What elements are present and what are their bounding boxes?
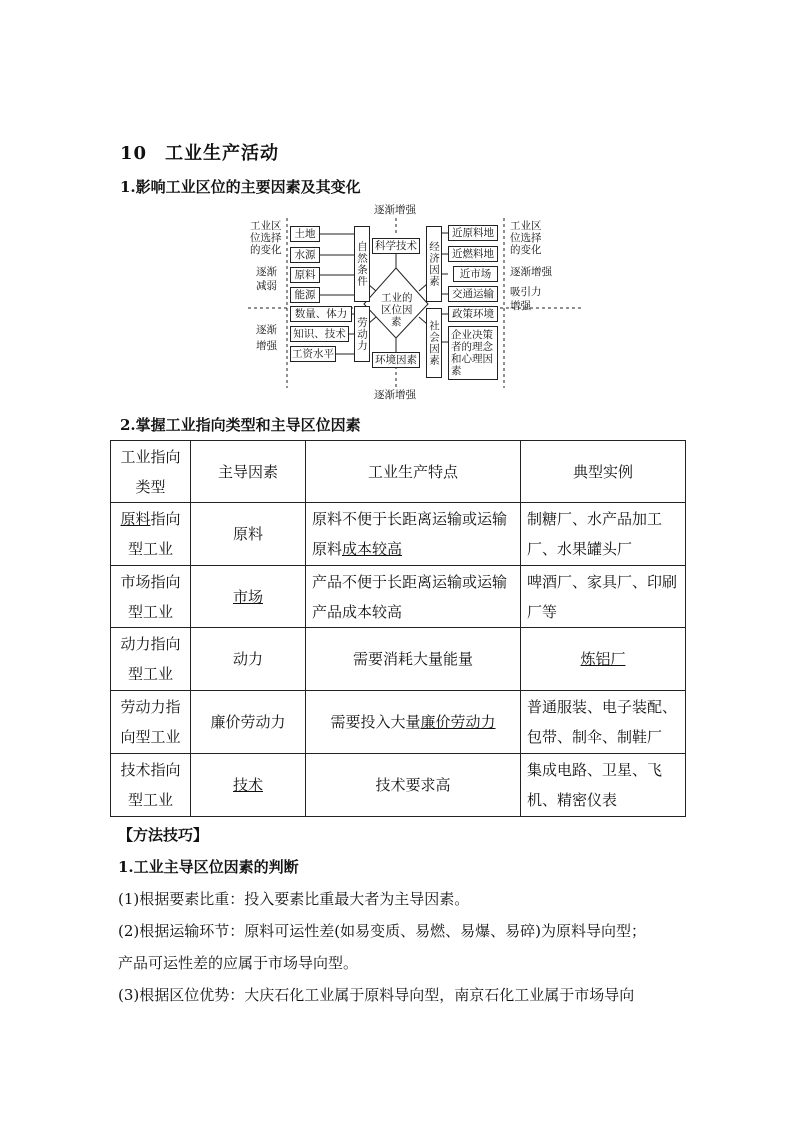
natural-item-land: 土地: [290, 226, 320, 242]
row-type: 原料指向型工业: [111, 503, 191, 566]
economic-item-raw: 近原料地: [448, 225, 498, 241]
header-feature: 工业生产特点: [306, 441, 521, 503]
center-line-1: 工业的: [381, 292, 413, 304]
table-row: [111, 628, 686, 691]
economic-item-transport: 交通运输: [448, 286, 498, 302]
right-attract-1: 吸引力: [510, 286, 542, 298]
economic-item-fuel: 近燃料地: [448, 246, 498, 262]
header-example: 典型实例: [521, 441, 686, 503]
right-note-1: 工业区: [510, 220, 542, 232]
right-note-2: 位选择: [510, 232, 542, 244]
economic-label: 经济因素: [426, 226, 442, 302]
natural-item-material: 原料: [290, 267, 320, 283]
row-factor: 廉价劳动力: [191, 691, 306, 754]
row-type: 劳动力指向型工业: [111, 691, 191, 754]
left-weaken-2: 减弱: [256, 280, 277, 292]
labor-item-knowledge: 知识、技术: [290, 326, 349, 342]
center-line-2: 区位因: [381, 304, 413, 316]
table-row: [111, 503, 686, 566]
left-note-1: 工业区: [250, 220, 282, 232]
method-paragraph-2b: 产品可运性差的应属于市场导向型。: [118, 954, 359, 972]
row-example: 制糖厂、水产品加工厂、水果罐头厂: [521, 503, 686, 566]
right-strengthen: 逐渐增强: [510, 266, 552, 278]
method-heading: 【方法技巧】: [118, 826, 209, 844]
row-example: 普通服装、电子装配、包带、制伞、制鞋厂: [521, 691, 686, 754]
diagram-top-label: 逐渐增强: [374, 204, 416, 216]
header-type: 工业指向类型: [111, 441, 191, 503]
center-line-3: 素: [391, 316, 402, 328]
row-feature: 技术要求高: [306, 754, 521, 817]
social-item-policy: 政策环境: [448, 306, 498, 322]
section-title: 工业生产活动: [165, 143, 280, 164]
row-factor: 动力: [191, 628, 306, 691]
diagram-bottom-label: 逐渐增强: [374, 389, 416, 401]
left-note-3: 的变化: [250, 244, 282, 256]
labor-item-quantity: 数量、体力: [290, 306, 352, 322]
natural-item-water: 水源: [290, 247, 320, 263]
table-row: [111, 691, 686, 754]
left-note-2: 位选择: [250, 232, 282, 244]
left-strengthen-2: 增强: [256, 340, 277, 352]
table-row: [111, 566, 686, 628]
industry-orientation-table: [110, 440, 686, 817]
right-note-3: 的变化: [510, 244, 542, 256]
row-factor: 市场: [191, 566, 306, 628]
method-paragraph-1: (1)根据要素比重：投入要素比重最大者为主导因素。: [118, 890, 470, 908]
natural-item-energy: 能源: [290, 287, 320, 303]
row-example: 啤酒厂、家具厂、印刷厂等: [521, 566, 686, 628]
row-factor: 原料: [191, 503, 306, 566]
method-paragraph-3: (3)根据区位优势：大庆石化工业属于原料导向型，南京石化工业属于市场导向: [118, 986, 635, 1004]
left-strengthen-1: 逐渐: [256, 324, 277, 336]
natural-conditions-label: 自然条件: [354, 226, 370, 302]
environment-box: 环境因素: [372, 352, 420, 368]
row-feature: 需要投入大量廉价劳动力: [306, 691, 521, 754]
section-number: 10: [120, 143, 148, 164]
right-attract-2: 增强: [510, 300, 531, 312]
row-feature: 需要消耗大量能量: [306, 628, 521, 691]
table-header-row: [111, 441, 686, 503]
row-type: 动力指向型工业: [111, 628, 191, 691]
row-type: 市场指向型工业: [111, 566, 191, 628]
row-factor: 技术: [191, 754, 306, 817]
left-weaken-1: 逐渐: [256, 266, 277, 278]
subheading-factors: 1.影响工业区位的主要因素及其变化: [120, 178, 361, 196]
method-paragraph-2a: (2)根据运输环节：原料可运性差(如易变质、易燃、易爆、易碎)为原料导向型；: [118, 922, 646, 940]
row-example: 炼铝厂: [521, 628, 686, 691]
social-item-decision: 企业决策者的理念和心理因素: [448, 326, 498, 380]
row-feature: 原料不便于长距离运输或运输原料成本较高: [306, 503, 521, 566]
economic-item-market: 近市场: [453, 266, 498, 282]
social-label: 社会因素: [426, 308, 442, 378]
table-row: [111, 754, 686, 817]
subheading-types: 2.掌握工业指向类型和主导区位因素: [120, 416, 361, 434]
labor-item-wage: 工资水平: [292, 348, 334, 360]
location-factors-diagram: [248, 200, 584, 404]
page-title: [120, 139, 279, 165]
header-factor: 主导因素: [191, 441, 306, 503]
row-feature: 产品不便于长距离运输或运输产品成本较高: [306, 566, 521, 628]
row-example: 集成电路、卫星、飞机、精密仪表: [521, 754, 686, 817]
science-technology-box: 科学技术: [372, 238, 420, 254]
labor-label: 劳动力: [354, 306, 370, 362]
method-subheading: 1.工业主导区位因素的判断: [118, 858, 299, 876]
row-type: 技术指向型工业: [111, 754, 191, 817]
